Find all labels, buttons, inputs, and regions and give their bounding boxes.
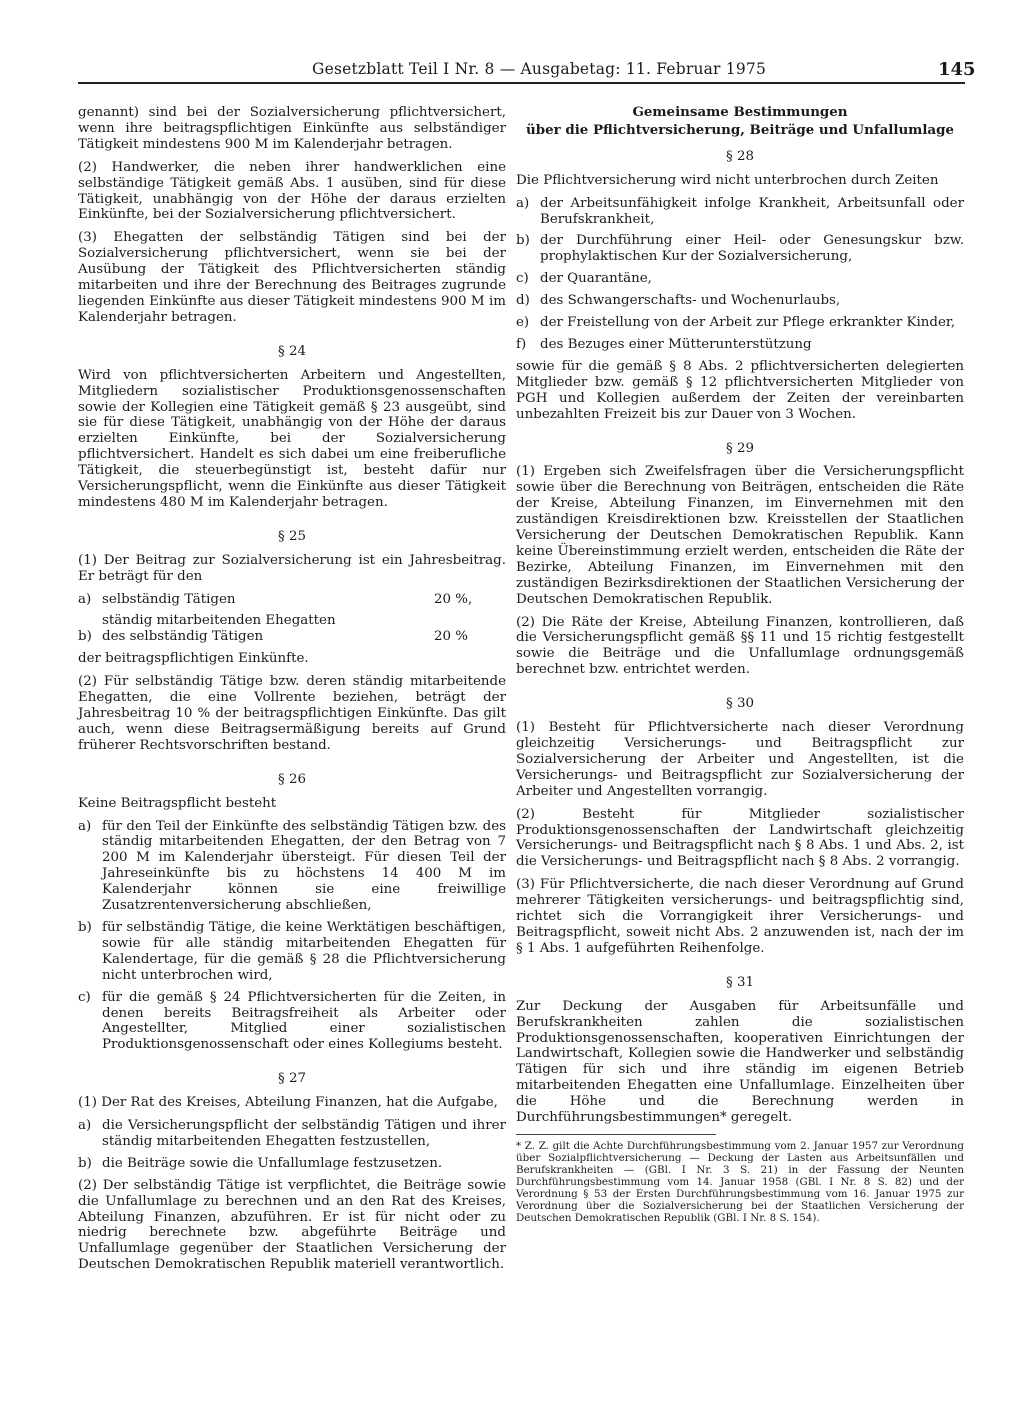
list-item: [78, 1156, 506, 1172]
list-text: für die gemäß § 24 Pflichtversicherten für die Zeiten, in denen bereits Beitragsfreiheit als Arbeiter oder Angestellter, Mitglied einer sozialistischen Produktionsgenossenschaft oder eines Kollegiums besteht.: [102, 989, 506, 1053]
list-key: c): [78, 989, 91, 1005]
paragraph: (1) Der Beitrag zur Sozialversicherung ist ein Jahresbeitrag. Er beträgt für den: [78, 552, 506, 584]
list-item: [78, 592, 506, 608]
list-key: f): [516, 336, 527, 352]
list-item: [78, 990, 506, 1054]
paragraph: (3) Ehegatten der selbständig Tätigen sind bei der Sozialversicherung pflichtversichert, wenn sie bei der Ausübung der Tätigkeit des Pflichtversicherten ständig mitarbeiten und ihre der Berechnung des Beitrages zugrunde liegenden Einkünfte aus dieser Tätigkeit mindestens 900 M im Kalenderjahr betragen.: [78, 230, 506, 325]
list-key: a): [78, 1118, 92, 1134]
list-key: a): [78, 591, 92, 607]
left-column: [78, 105, 506, 1280]
percentage-value: 20 %,: [434, 591, 473, 607]
section-heading-24: § 24: [278, 343, 306, 359]
section-heading-27: § 27: [278, 1071, 306, 1087]
block-heading: Gemeinsame Bestimmungen: [632, 104, 848, 120]
list: [78, 819, 506, 1054]
list-text: die Beiträge sowie die Unfallumlage festzusetzen.: [102, 1155, 443, 1171]
list-text: der Freistellung von der Arbeit zur Pflege erkrankter Kinder,: [540, 315, 956, 331]
list-item: [516, 233, 964, 265]
paragraph: sowie für die gemäß § 8 Abs. 2 pflichtversicherten delegierten Mitglieder bzw. gemäß § 12 pflichtversicherten Mitglieder von PGH und Kollegien außerdem der Zeiten der vereinbarten unbezahlten Freizeit bis zur Dauer von 3 Wochen.: [516, 358, 964, 422]
list: [516, 196, 964, 353]
section-heading-25: § 25: [278, 528, 306, 544]
list-item: [78, 1118, 506, 1150]
header-rule: [78, 82, 965, 84]
list-item: [516, 196, 964, 228]
list-key: a): [516, 195, 530, 211]
list-key: b): [78, 629, 92, 645]
list-item: [78, 920, 506, 984]
list-key: d): [516, 293, 530, 309]
list-text: für den Teil der Einkünfte des selbständig Tätigen bzw. des ständig mitarbeitenden Ehegatten, der den Betrag von 7 200 M im Kalenderjahr übersteigt. Für diesen Teil der Jahreseinkünfte bis zu höchstens 14 400 M im Kalenderjahr können sie eine freiwillige Zusatzrentenversicherung abschließen,: [102, 818, 506, 914]
section-heading-29: § 29: [726, 440, 754, 456]
list-key: b): [78, 919, 92, 935]
list: [78, 1118, 506, 1172]
paragraph: Zur Deckung der Ausgaben für Arbeitsunfälle und Berufskrankheiten zahlen die sozialistischen Produktionsgenossenschaften, kooperativen Einrichtungen der Landwirtschaft, Kollegien sowie die Handwerker und selbständig Tätigen für sich und ihre ständig im eigenen Betrieb mitarbeitenden Ehegatten eine Unfallumlage. Einzelheiten über die Höhe und die Berechnung werden in Durchführungsbestimmungen* geregelt.: [516, 998, 964, 1126]
paragraph: (2) Handwerker, die neben ihrer handwerklichen eine selbständige Tätigkeit gemäß Abs. 1 ausüben, sind für diese Tätigkeit, unabhängig von der Höhe der daraus erzielten Einkünfte, bei der Sozialversicherung pflichtversichert.: [78, 159, 506, 223]
list-item: [78, 613, 506, 645]
list-text: selbständig Tätigen: [102, 591, 236, 607]
list-text: für selbständig Tätige, die keine Werktätigen beschäftigen, sowie für alle ständig mitarbeitenden Ehegatten für Kalendertage, für die gemäß § 28 die Pflichtversicherung nicht unterbrochen wird,: [102, 919, 506, 983]
list-key: a): [78, 818, 92, 834]
paragraph: (2) Der selbständig Tätige ist verpflichtet, die Beiträge sowie die Unfallumlage zu berechnen und an den Rat des Kreises, Abteilung Finanzen, abzuführen. Er ist für nicht oder zu niedrig berechnete bzw. abgeführte Beiträge und Unfallumlage gegenüber der Staatlichen Versicherung der Deutschen Demokratischen Republik materiell verantwortlich.: [78, 1177, 506, 1273]
paragraph: (2) Besteht für Mitglieder sozialistischer Produktionsgenossenschaften der Landwirtschaft gleichzeitig Versicherungs- und Beitragspflicht nach § 8 Abs. 1 und Abs. 2, ist die Versicherungs- und Beitragspflicht nach § 8 Abs. 2 vorrangig.: [516, 806, 964, 870]
page-number: 145: [938, 59, 976, 80]
page-header: [0, 60, 1024, 82]
paragraph: Keine Beitragspflicht besteht: [78, 795, 277, 811]
list-text: der Durchführung einer Heil- oder Genesungskur bzw. prophylaktischen Kur der Sozialversicherung,: [540, 233, 964, 265]
list-item: [516, 293, 964, 309]
paragraph: Die Pflichtversicherung wird nicht unterbrochen durch Zeiten: [516, 172, 939, 188]
section-heading-31: § 31: [726, 974, 754, 990]
block-heading: über die Pflichtversicherung, Beiträge und Unfallumlage: [526, 121, 954, 138]
list-item: [78, 819, 506, 914]
section-heading-26: § 26: [278, 771, 306, 787]
percentage-value: 20 %: [434, 629, 469, 645]
paragraph: (2) Die Räte der Kreise, Abteilung Finanzen, kontrollieren, daß die Versicherungspflicht gemäß §§ 11 und 15 richtig festgestellt sowie die Beiträge und die Unfallumlage ordnungsgemäß berechnet bzw. entrichtet werden.: [516, 614, 964, 678]
paragraph: (1) Der Rat des Kreises, Abteilung Finanzen, hat die Aufgabe,: [78, 1095, 498, 1111]
paragraph: der beitragspflichtigen Einkünfte.: [78, 651, 309, 667]
list-text: die Versicherungspflicht der selbständig Tätigen und ihrer ständig mitarbeitenden Ehegatten festzustellen,: [102, 1118, 506, 1149]
list-text: der Arbeitsunfähigkeit infolge Krankheit, Arbeitsunfall oder Berufskrankheit,: [540, 195, 964, 227]
list-item: [516, 315, 964, 331]
paragraph: (1) Ergeben sich Zweifelsfragen über die Versicherungspflicht sowie über die Berechnung von Beiträgen, entscheiden die Räte der Kreise, Abteilung Finanzen, im Einvernehmen mit den zuständigen Kreisdirektionen bzw. Kreisstellen der Staatlichen Versicherung der Deutschen Demokratischen Republik. Kann keine Übereinstimmung erzielt werden, entscheiden die Räte der Bezirke, Abteilung Finanzen, im Einvernehmen mit den zuständigen Bezirksdirektionen der Staatlichen Versicherung der Deutschen Demokratischen Republik.: [516, 464, 964, 607]
list-key: b): [78, 1155, 92, 1171]
list-text: des Schwangerschafts- und Wochenurlaubs,: [540, 293, 841, 309]
list-item: [516, 271, 964, 287]
list-key: c): [516, 271, 529, 287]
section-heading-28: § 28: [726, 148, 754, 164]
paragraph: Wird von pflichtversicherten Arbeitern und Angestellten, Mitgliedern sozialistischer Produktionsgenossenschaften sowie der Kollegien eine Tätigkeit gemäß § 23 ausgeübt, sind sie für diese Tätigkeit, unabhängig von der Höhe der daraus erzielten Einkünfte, bei der Sozialversicherung pflichtversichert. Handelt es sich dabei um eine freiberufliche Tätigkeit, die steuerbegünstigt ist, besteht dafür nur Versicherungspflicht, wenn die Einkünfte aus dieser Tätigkeit mindestens 480 M im Kalenderjahr betragen.: [78, 367, 506, 510]
footnote: * Z. Z. gilt die Achte Durchführungsbestimmung vom 2. Januar 1957 zur Verordnung über Sozialpflichtversicherung — Deckung der Lasten aus Arbeitsunfällen und Berufskrankheiten — (GBl. I Nr. 3 S. 21) in der Fassung der Neunten Durchführungsbestimmung vom 14. Januar 1958 (GBl. I Nr. 8 S. 82) und der Verordnung § 53 der Ersten Durchführungsbestimmung vom 16. Januar 1975 zur Verordnung über die Sozialversicherung bei der Staatlichen Versicherung der Deutschen Demokratischen Republik (GBl. I Nr. 8 S. 154).: [516, 1139, 964, 1224]
section-heading-30: § 30: [726, 696, 754, 712]
list-key: b): [516, 233, 530, 249]
paragraph: (3) Für Pflichtversicherte, die nach dieser Verordnung auf Grund mehrerer Tätigkeiten versicherungs- und beitragspflichtig sind, richtet sich die Vorrangigkeit ihrer Versicherungs- und Beitragspflicht, soweit nicht Abs. 2 anzuwenden ist, nach der im § 1 Abs. 1 aufgeführten Reihenfolge.: [516, 877, 964, 956]
list-key: e): [516, 315, 530, 331]
header-title: Gesetzblatt Teil I Nr. 8 — Ausgabetag: 11. Februar 1975: [312, 60, 767, 78]
list-text: ständig mitarbeitenden Ehegatten des selbständig Tätigen: [102, 613, 336, 645]
right-column: [516, 105, 964, 1224]
list-text: des Bezuges einer Mütterunterstützung: [540, 336, 812, 352]
paragraph: (2) Für selbständig Tätige bzw. deren ständig mitarbeitende Ehegatten, die eine Vollrente beziehen, beträgt der Jahresbeitrag 10 % der beitragspflichtigen Einkünfte. Das gilt auch, wenn diese Beitragsermäßigung bereits auf Grund früherer Rechtsvorschriften bestand.: [78, 674, 506, 753]
list-item: [516, 337, 964, 353]
list-text: der Quarantäne,: [540, 271, 652, 287]
paragraph: genannt) sind bei der Sozialversicherung pflichtversichert, wenn ihre beitragspflichtigen Einkünfte aus selbständiger Tätigkeit mindestens 900 M im Kalenderjahr betragen.: [78, 105, 506, 152]
paragraph: (1) Besteht für Pflichtversicherte nach dieser Verordnung gleichzeitig Versicherungs- und Beitragspflicht zur Sozialversicherung der Arbeiter und Angestellten, ist die Versicherungs- und Beitragspflicht zur Sozialversicherung der Arbeiter und Angestellten vorrangig.: [516, 720, 964, 799]
